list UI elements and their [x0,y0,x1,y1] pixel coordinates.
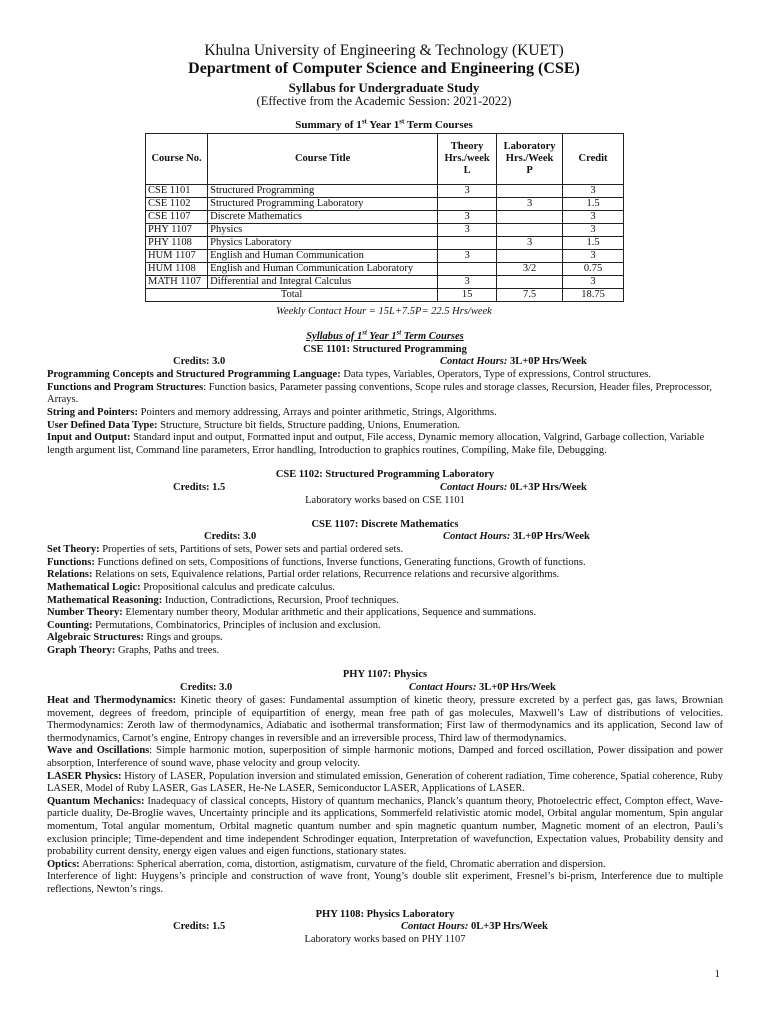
table-row [146,185,624,198]
table-row [146,276,624,289]
topics-cse1101 [47,369,723,457]
theory-cell: 3 [438,211,497,224]
topic-text: Relations on sets, Equivalence relations, Partial order relations, Recurrence relations and recursive algorithms. [92,569,560,581]
topic-text: Inadequacy of classical concepts, History of quantum mechanics, Planck’s quantum theory, Photoelectric effect, Compton effect, Wave-particle duality, De-Broglie waves, Uncertainty principle and its applications, Sommerfeld relativistic atomic model, Orbital angular momentum, Spin angular momentum, Total angular momentum, Orbital magnetic quantum number and spin magnetic quantum number, Magnetic moment of an electron, Pauli’s exclusion principle; Time-dependent and time independent Schrodinger equation, Interpretation of wavefunction, Expectation values, Probability density and probability current density, energy eigen values and eigen functions, stationary states. [47,795,724,858]
theory-cell [438,237,497,250]
credits-row-phy1107 [47,682,723,695]
topic-text: Permutations, Combinatorics, Principles of inclusion and exclusion. [92,619,381,631]
summary-table [145,133,624,302]
theory-cell: 3 [438,185,497,198]
lab-cell [497,276,563,289]
topic-paragraph [47,420,723,433]
theory-cell: 3 [438,250,497,263]
course-no-cell: PHY 1107 [146,224,208,237]
credit-cell: 3 [563,224,624,237]
topic-paragraph [47,557,723,570]
topic-heading: Mathematical Reasoning: [47,594,163,606]
table-row [146,224,624,237]
topic-paragraph [47,407,723,420]
credits: Credits: 1.5 [173,921,226,933]
table-row [146,211,624,224]
credit-cell: 1.5 [563,237,624,250]
header-course-title: Course Title [208,134,438,185]
topic-heading: Counting: [47,619,93,631]
topic-heading: Programming Concepts and Structured Programming Language: [47,369,341,381]
credit-cell: 0.75 [563,263,624,276]
course-no-cell: CSE 1107 [146,211,208,224]
theory-cell: 3 [438,276,497,289]
course-no-cell: CSE 1101 [146,185,208,198]
topics-cse1107 [47,544,723,657]
topic-text: : Function basics, Parameter passing conventions, Scope rules and storage classes, Recursion, Header files, Preprocessor, Arrays. [47,381,712,406]
summary-header-row [146,134,624,185]
topic-paragraph [47,595,723,608]
table-row [146,198,624,211]
topic-paragraph [47,432,723,457]
page-number: 1 [714,968,720,980]
topic-heading: LASER Physics: [47,770,122,782]
topic-paragraph [47,369,723,382]
topic-text: Structure, Structure bit fields, Structure padding, Unions, Enumeration. [157,419,460,431]
course-title-cse1101: CSE 1101: Structured Programming [303,343,467,355]
total-credit: 18.75 [563,289,624,302]
course-title-cse1107: CSE 1107: Discrete Mathematics [311,518,459,530]
credits-row-cse1107 [47,531,723,544]
lab-cell: 3 [497,237,563,250]
lab-cell: 3 [497,198,563,211]
topic-paragraph [47,695,723,745]
credits: Credits: 3.0 [173,356,226,368]
contact-hours: Contact Hours: 0L+3P Hrs/Week [440,481,587,493]
topic-paragraph [47,871,723,896]
header-credit: Credit [563,134,624,185]
header-course-no: Course No. [146,134,208,185]
course-title-phy1108: PHY 1108: Physics Laboratory [315,908,455,920]
topic-paragraph [47,645,723,658]
course-title-cell: Structured Programming [208,185,438,198]
course-title-cell: English and Human Communication Laboratory [208,263,438,276]
credit-cell: 3 [563,185,624,198]
topic-text: : Simple harmonic motion, superposition of simple harmonic motions, Damped and forced oscillation, Power dissipation and power absorption, Interference of sound wave, phase velocity and group velocity. [47,745,723,770]
topic-text: Kinetic theory of gases: Fundamental assumption of kinetic theory, pressure excreted by a perfect gas, gas laws, Brownian movement, degrees of freedom, principle of equipartition of energy, mean free path of gas molecules, Maxwell’s Law of distributions of velocities. Thermodynamics: Zeroth law of thermodynamics, Adiabatic and isothermal transformation; First law of thermodynamics and its application, Second law of thermodynamics, Carnot’s engine, Entropy changes in reversible and an irreversible process, Third law of thermodynamics. [47,695,724,744]
course-title-phy1107: PHY 1107: Physics [342,669,428,681]
summary-title: Summary of 1st Year 1st Term Courses [295,117,473,131]
topic-heading: Number Theory: [47,607,123,619]
topic-heading: Functions: [47,556,95,568]
credits: Credits: 3.0 [180,682,233,694]
topic-heading: Functions and Program Structures [47,381,204,393]
total-label: Total [146,289,438,302]
contact-hours: Contact Hours: 3L+0P Hrs/Week [443,531,590,543]
total-row [146,289,624,302]
topic-paragraph [47,771,723,796]
theory-cell: 3 [438,224,497,237]
topic-heading: Heat and Thermodynamics: [47,695,177,707]
table-row [146,250,624,263]
credits: Credits: 3.0 [204,531,257,543]
department-name: Department of Computer Science and Engineering (CSE) [188,60,580,77]
topic-heading: String and Pointers: [47,406,139,418]
syllabus-body [47,328,724,947]
course-no-cell: PHY 1108 [146,237,208,250]
table-row [146,263,624,276]
course-title-cell: Discrete Mathematics [208,211,438,224]
credits: Credits: 1.5 [173,481,226,493]
course-no-cell: CSE 1102 [146,198,208,211]
course-title-cell: English and Human Communication [208,250,438,263]
lab-cell [497,250,563,263]
contact-hours: Contact Hours: 3L+0P Hrs/Week [409,682,556,694]
topic-text: Properties of sets, Partitions of sets, Power sets and partial ordered sets. [99,544,404,556]
topic-heading: Relations: [47,569,93,581]
table-row [146,237,624,250]
credit-cell: 1.5 [563,198,624,211]
course-no-cell: MATH 1107 [146,276,208,289]
topic-text: Propositional calculus and predicate calculus. [140,581,335,593]
topics-phy1107 [47,695,723,897]
topic-text: Induction, Contradictions, Recursion, Proof techniques. [162,594,399,606]
course-no-cell: HUM 1108 [146,263,208,276]
contact-hours: Contact Hours: 3L+0P Hrs/Week [440,356,587,368]
topic-text: Aberrations: Spherical aberration, coma, distortion, astigmatism, curvature of the field, Chromatic aberration and dispersion. [79,858,606,870]
topic-text: Interference of light: Huygens’s principle and construction of wave front, Young’s double slit experiment, Fresnel’s bi-prism, Interference due to multiple reflections, Newton’s rings. [47,871,723,895]
lab-cell [497,211,563,224]
credits-row-cse1101 [47,356,723,369]
lab-note-phy1108: Laboratory works based on PHY 1107 [304,934,466,946]
topic-heading: Graph Theory: [47,644,116,656]
total-theory: 15 [438,289,497,302]
topic-heading: Mathematical Logic: [47,581,141,593]
topic-heading: Optics: [47,858,80,870]
course-title-cell: Physics [208,224,438,237]
credits-row-phy1108 [47,921,723,934]
syllabus-title: Syllabus for Undergraduate Study [288,80,480,95]
syllabus-heading: Syllabus of 1st Year 1st Term Courses [306,328,464,342]
lab-cell: 3/2 [497,263,563,276]
university-name: Khulna University of Engineering & Technology (KUET) [204,42,564,59]
theory-cell [438,198,497,211]
header-laboratory: Laboratory Hrs./Week P [497,134,563,185]
header-theory: Theory Hrs./week L [438,134,497,185]
topic-paragraph [47,382,723,407]
course-title-cell: Physics Laboratory [208,237,438,250]
topic-paragraph [47,607,723,620]
course-title-cse1102: CSE 1102: Structured Programming Laboratory [275,469,495,481]
weekly-contact-hour: Weekly Contact Hour = 15L+7.5P= 22.5 Hrs/week [276,306,492,317]
lab-note-cse1102: Laboratory works based on CSE 1101 [305,494,465,506]
topic-text: Graphs, Paths and trees. [115,644,220,656]
contact-hours: Contact Hours: 0L+3P Hrs/Week [401,921,548,933]
topic-text: Standard input and output, Formatted input and output, File access, Dynamic memory allocation, Valgrind, Garbage collection, Variable length argument list, Command line parameters, Error handling, Introduction to graphics routines, Compiling, Make file, Debugging. [47,432,705,456]
topic-heading: Wave and Oscillations [47,745,150,757]
topic-paragraph [47,796,723,859]
topic-text: History of LASER, Population inversion and stimulated emission, Generation of coherent radiation, Time coherence, Spatial coherence, Ruby LASER, Model of Ruby LASER, Gas LASER, He-Ne LASER, Semiconductor LASER, Applications of LASER. [47,770,723,795]
topic-heading: Input and Output: [47,432,131,444]
theory-cell [438,263,497,276]
course-title-cell: Structured Programming Laboratory [208,198,438,211]
topic-heading: Set Theory: [47,544,100,556]
topic-paragraph [47,632,723,645]
effective-session: (Effective from the Academic Session: 2021-2022) [256,94,512,108]
topic-paragraph [47,859,723,872]
lab-cell [497,185,563,198]
topic-heading: Quantum Mechanics: [47,795,145,807]
topic-paragraph [47,745,723,770]
topic-text: Pointers and memory addressing, Arrays and pointer arithmetic, Strings, Algorithms. [138,406,497,418]
lab-cell [497,224,563,237]
topic-paragraph [47,544,723,557]
credit-cell: 3 [563,250,624,263]
topic-heading: Algebraic Structures: [47,632,144,644]
topic-paragraph [47,569,723,582]
course-title-cell: Differential and Integral Calculus [208,276,438,289]
credit-cell: 3 [563,276,624,289]
topic-heading: User Defined Data Type: [47,419,158,431]
topic-text: Elementary number theory, Modular arithmetic and their applications, Sequence and summations. [122,607,537,619]
topic-text: Rings and groups. [143,632,223,644]
topic-paragraph [47,582,723,595]
topic-paragraph [47,620,723,633]
topic-text: Data types, Variables, Operators, Type of expressions, Control structures. [340,369,652,381]
topic-text: Functions defined on sets, Compositions of functions, Inverse functions, Generating functions, Growth of functions. [94,556,586,568]
course-no-cell: HUM 1107 [146,250,208,263]
credit-cell: 3 [563,211,624,224]
credits-row-cse1102 [47,482,723,495]
total-lab: 7.5 [497,289,563,302]
